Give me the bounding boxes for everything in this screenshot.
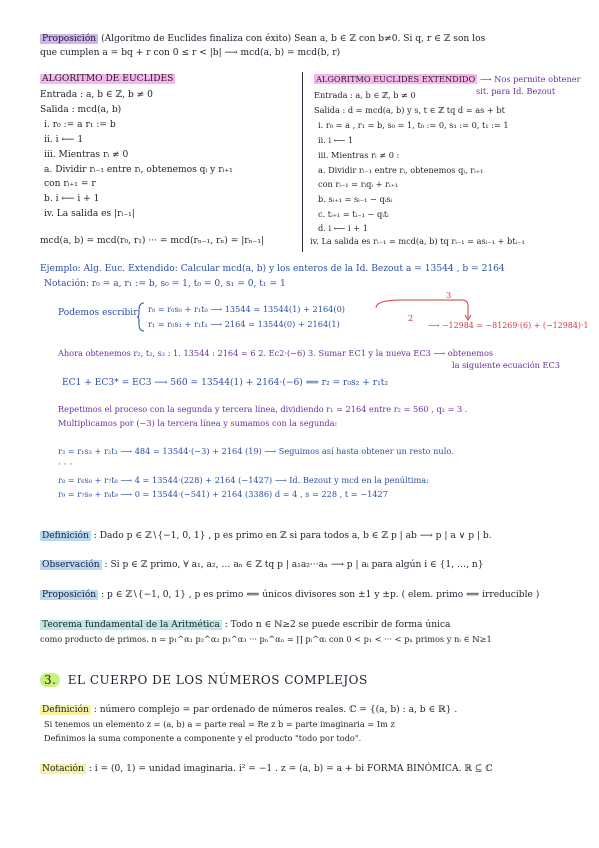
proposition-text-line2: que cumplen a = bq + r con 0 ≤ r < |b| ⟶ mcd(a, b) = mcd(b, r) (40, 48, 341, 58)
definition-complex (40, 705, 457, 716)
section-title (40, 672, 368, 688)
euclides-line: a. Dividir rᵢ₋₁ entre rᵢ, obtenemos qᵢ y rᵢ₊₁ (44, 165, 233, 175)
observation-text: : Si p ∈ ℤ primo, ∀ a₁, a₂, … aₙ ∈ ℤ tq p | a₁a₂···aₙ ⟶ p | aᵢ para algún i ∈ {1, …, n} (104, 560, 484, 570)
extended-note: ⟶ Nos permite obtener (479, 74, 581, 84)
euclides-line: b. i ⟵ i + 1 (44, 194, 100, 204)
example-podemos: Podemos escribir (58, 308, 138, 318)
proposition-label: Proposición (42, 34, 97, 44)
brace-icon (136, 302, 146, 332)
theorem-text-line2: como producto de primos. n = p₁^α₁ p₂^α₂ p₃^α₃ ··· pₙ^αₙ = ∏ pᵢ^αᵢ con 0 < p₁ < ··· < pₙ primos y nᵢ ∈ ℕ≥1 (40, 634, 492, 644)
example-notation: Notación: r₀ = a, r₁ := b, s₀ = 1, t₀ = 0, s₁ = 0, t₁ = 1 (44, 279, 286, 289)
definition-prime (40, 531, 492, 542)
definition-text: : Dado p ∈ ℤ∖{−1, 0, 1} , p es primo en ℤ si para todos a, b ∈ ℤ p | ab ⟶ p | a ∨ p | b. (93, 531, 492, 541)
example-sys2: r₁ = r₀s₁ + r₁t₁ ⟶ 2164 = 13544(0) + 2164(1) (148, 319, 340, 329)
euclides-line: ii. i ⟵ 1 (44, 135, 84, 145)
notation-label: Notación (42, 764, 84, 774)
example-r3: r₃ = r₁s₃ + r₂t₃ ⟶ 484 = 13544·(−3) + 2164 (19) ⟶ Seguimos así hasta obtener un resto nulo. (58, 446, 454, 456)
column-divider (302, 72, 303, 252)
observation (40, 560, 484, 571)
theorem-label: Teorema fundamental de la Aritmética (42, 620, 220, 630)
notation-complex (40, 764, 493, 775)
extended-line: c. tᵢ₊₁ = tᵢ₋₁ − qᵢtᵢ (318, 209, 389, 219)
euclides-result: mcd(a, b) = mcd(r₀, r₁) ··· = mcd(rₙ₋₁, rₙ) = |rₙ₋₁| (40, 236, 265, 246)
definition2-line2: Si tenemos un elemento z = (a, b) a = parte real = Re z b = parte imaginaria = Im z (44, 719, 395, 729)
extended-line: b. sᵢ₊₁ = sᵢ₋₁ − qᵢsᵢ (318, 194, 393, 204)
extended-line: a. Dividir rᵢ₋₁ entre rᵢ, obtenemos qᵢ, rᵢ₊₁ (318, 165, 484, 175)
arrow-curve-icon (372, 296, 472, 322)
euclides-line: con rᵢ₊₁ = r (44, 179, 96, 189)
example-r9: r₉ = r₇s₉ + r₈t₉ ⟶ 0 = 13544·(−541) + 2164 (3386) d = 4 , s = 228 , t = −1427 (58, 489, 388, 499)
extended-title: ALGORITMO EUCLIDES EXTENDIDO ⟶ Nos permite obtener (316, 74, 581, 84)
arrow-number-2: 2 (408, 313, 414, 323)
extended-line: Entrada : a, b ∈ ℤ, b ≠ 0 (314, 90, 416, 100)
extended-line: Salida : d = mcd(a, b) y s, t ∈ ℤ tq d = as + bt (314, 105, 505, 115)
example-ec: EC1 + EC3* = EC3 ⟶ 560 = 13544(1) + 2164·(−6) ⟺ r₂ = r₀s₂ + r₁t₂ (62, 378, 389, 388)
proposition-prime (40, 590, 539, 601)
proposition2-text: : p ∈ ℤ∖{−1, 0, 1} , p es primo ⟺ únicos divisores son ±1 y ±p. ( elem. primo ⟺ irreducible ) (101, 590, 540, 600)
definition-label: Definición (42, 531, 89, 541)
euclides-line: Entrada : a, b ∈ ℤ, b ≠ 0 (40, 90, 153, 100)
extended-line: con rᵢ₋₁ = rᵢqᵢ + rᵢ₊₁ (318, 179, 399, 189)
proposition-euclides (40, 34, 485, 45)
proposition-text: (Algoritmo de Euclides finaliza con éxito) Sean a, b ∈ ℤ con b≠0. Si q, r ∈ ℤ son los (101, 34, 486, 44)
extended-line: d. i ⟵ i + 1 (318, 223, 368, 233)
definition2-text: : número complejo = par ordenado de números reales. ℂ = {(a, b) : a, b ∈ ℝ} . (93, 705, 458, 715)
example-repetimos: Repetimos el proceso con la segunda y tercera línea, dividiendo r₁ = 2164 entre r₂ = 560 , q₂ = 3 . (58, 404, 468, 414)
example-ahora-line2: la siguiente ecuación EC3 (452, 360, 560, 370)
euclides-line: i. r₀ := a r₁ := b (44, 120, 116, 130)
theorem-fundamental (40, 620, 450, 631)
extended-note-line2: sit. para Id. Bezout (476, 86, 556, 96)
example-ahora: Ahora obtenemos r₂, t₂, s₂ : 1. 13544 : 2164 = 6 2. Ec2·(−6) 3. Sumar EC1 y la nueva EC3 ⟶ obtenemos (58, 348, 494, 358)
section-number: 3. (40, 673, 60, 687)
theorem-text: : Todo n ∈ ℕ≥2 se puede escribir de forma única (224, 620, 451, 630)
notation-text: : i = (0, 1) = unidad imaginaria. i² = −1 . z = (a, b) = a + bi FORMA BINÓMICA. ℝ ⊆ ℂ (88, 764, 493, 774)
section-heading: EL CUERPO DE LOS NÚMEROS COMPLEJOS (67, 673, 368, 687)
definition2-label: Definición (42, 705, 89, 715)
euclides-title: ALGORITMO DE EUCLIDES (42, 74, 174, 84)
example-multiplicamos: Multiplicamos por (−3) la tercera línea y sumamos con la segunda: (58, 418, 338, 428)
example-sys1: r₀ = r₀s₀ + r₁t₀ ⟶ 13544 = 13544(1) + 2164(0) (148, 304, 345, 314)
example-dots: · · · (58, 460, 73, 470)
euclides-line: Salida : mcd(a, b) (40, 105, 122, 115)
arrow-number-3: 3 (446, 290, 452, 300)
extended-line: i. r₀ = a , r₁ = b, s₀ = 1, t₀ := 0, s₁ := 0, t₁ := 1 (318, 120, 509, 130)
example-result-right: ⟶ −12984 = −81269·(6) + (−12984)·1 (428, 321, 589, 330)
extended-line: ii. i ⟵ 1 (318, 135, 354, 145)
proposition2-label: Proposición (42, 590, 97, 600)
observation-label: Observación (42, 560, 100, 570)
example-heading: Ejemplo: Alg. Euc. Extendido: Calcular mcd(a, b) y los enteros de la Id. Bezout a = 13544 , b = 2164 (40, 264, 505, 274)
definition2-line3: Definimos la suma componente a componente y el producto "todo por todo". (44, 733, 362, 743)
example-r8: r₈ = r₆s₈ + r₇t₈ ⟶ 4 = 13544·(228) + 2164 (−1427) ⟶ Id. Bezout y mcd en la penúltima: (58, 475, 429, 485)
extended-line: iv. La salida es rᵢ₋₁ = mcd(a, b) tq rᵢ₋₁ = asᵢ₋₁ + btᵢ₋₁ (310, 236, 525, 246)
extended-line: iii. Mientras rᵢ ≠ 0 : (318, 150, 400, 160)
euclides-line: iv. La salida es |rᵢ₋₁| (44, 209, 135, 219)
euclides-line: iii. Mientras rᵢ ≠ 0 (44, 150, 129, 160)
